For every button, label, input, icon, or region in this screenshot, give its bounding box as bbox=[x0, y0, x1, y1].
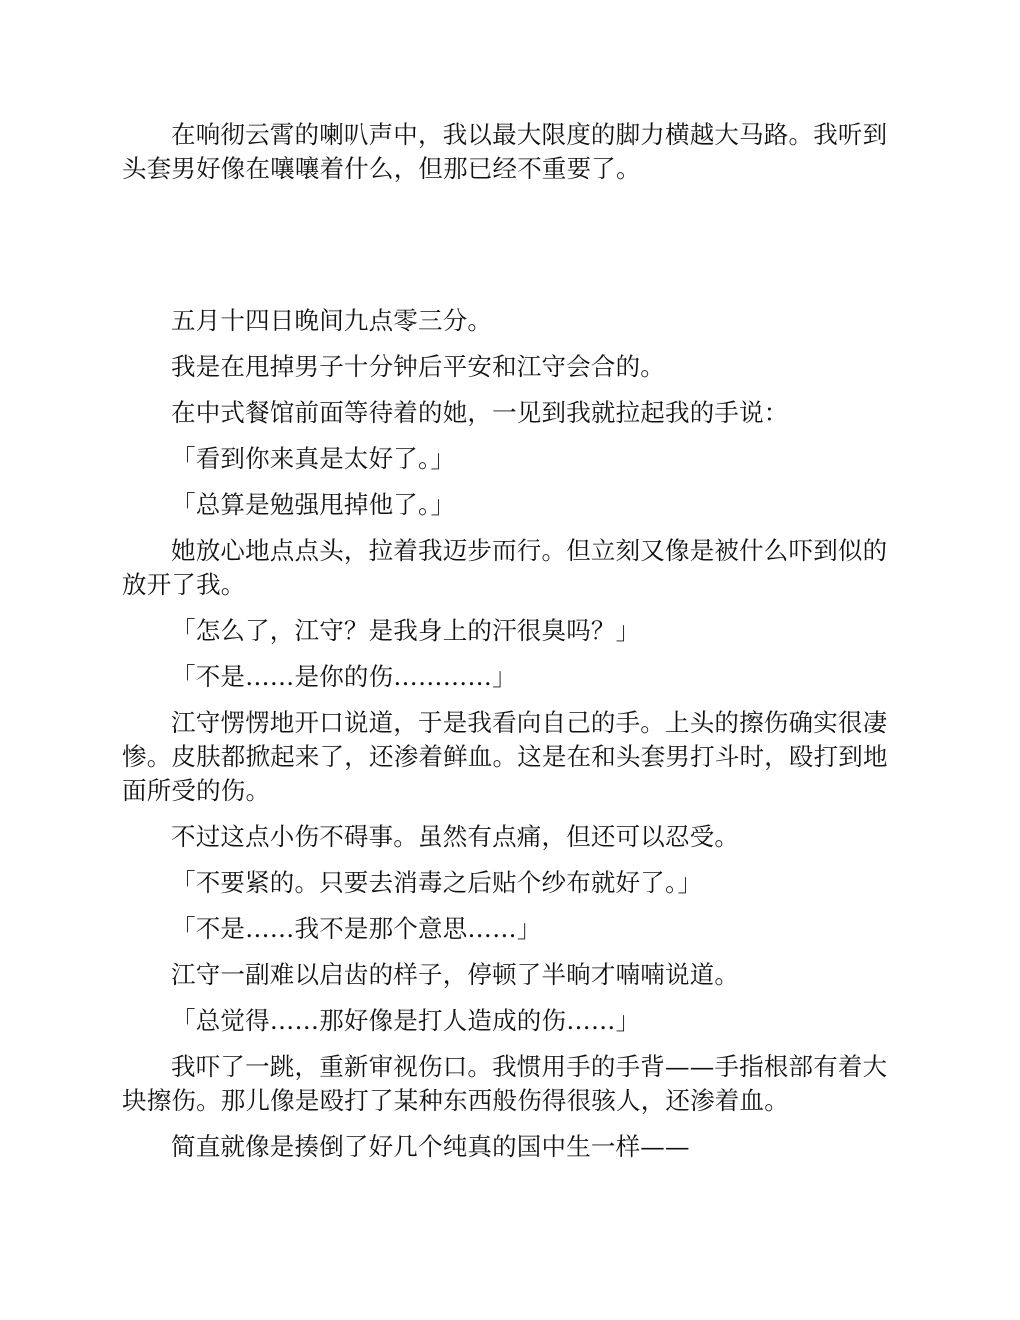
dialogue-line: 「怎么了，江守？是我身上的汗很臭吗？」 bbox=[171, 616, 641, 645]
dialogue-line: 「总算是勉强甩掉他了。」 bbox=[171, 490, 456, 519]
paragraph: 在响彻云霄的喇叭声中，我以最大限度的脚力横越大马路。我听到头套男好像在嚷嚷着什么，但那已经不重要了。 bbox=[122, 120, 888, 183]
paragraph: 在中式餐馆前面等待着的她，一见到我就拉起我的手说： bbox=[171, 398, 789, 427]
dialogue-line: 「看到你来真是太好了。」 bbox=[171, 444, 456, 473]
document-page bbox=[122, 118, 898, 1164]
paragraph: 简直就像是揍倒了好几个纯真的国中生一样—— bbox=[171, 1132, 690, 1161]
paragraph: 她放心地点点头，拉着我迈步而行。但立刻又像是被什么吓到似的放开了我。 bbox=[122, 536, 888, 599]
dialogue-line: 「总觉得……那好像是打人造成的伤……」 bbox=[171, 1006, 641, 1035]
dialogue-line: 「不是……我不是那个意思……」 bbox=[171, 914, 542, 943]
dialogue-line: 「不要紧的。只要去消毒之后贴个纱布就好了。」 bbox=[171, 868, 703, 897]
paragraph: 我吓了一跳，重新审视伤口。我惯用手的手背——手指根部有着大块擦伤。那儿像是殴打了某种东西般伤得很骇人，还渗着血。 bbox=[122, 1052, 888, 1115]
paragraph: 江守一副难以启齿的样子，停顿了半晌才喃喃说道。 bbox=[171, 960, 740, 989]
paragraph: 江守愣愣地开口说道，于是我看向自己的手。上头的擦伤确实很凄惨。皮肤都掀起来了，还渗着鲜血。这是在和头套男打斗时，殴打到地面所受的伤。 bbox=[122, 708, 888, 805]
paragraph: 不过这点小伤不碍事。虽然有点痛，但还可以忍受。 bbox=[171, 822, 740, 851]
paragraph: 我是在甩掉男子十分钟后平安和江守会合的。 bbox=[171, 352, 665, 381]
dialogue-line: 「不是……是你的伤…………」 bbox=[171, 662, 517, 691]
paragraph: 五月十四日晚间九点零三分。 bbox=[171, 306, 493, 335]
